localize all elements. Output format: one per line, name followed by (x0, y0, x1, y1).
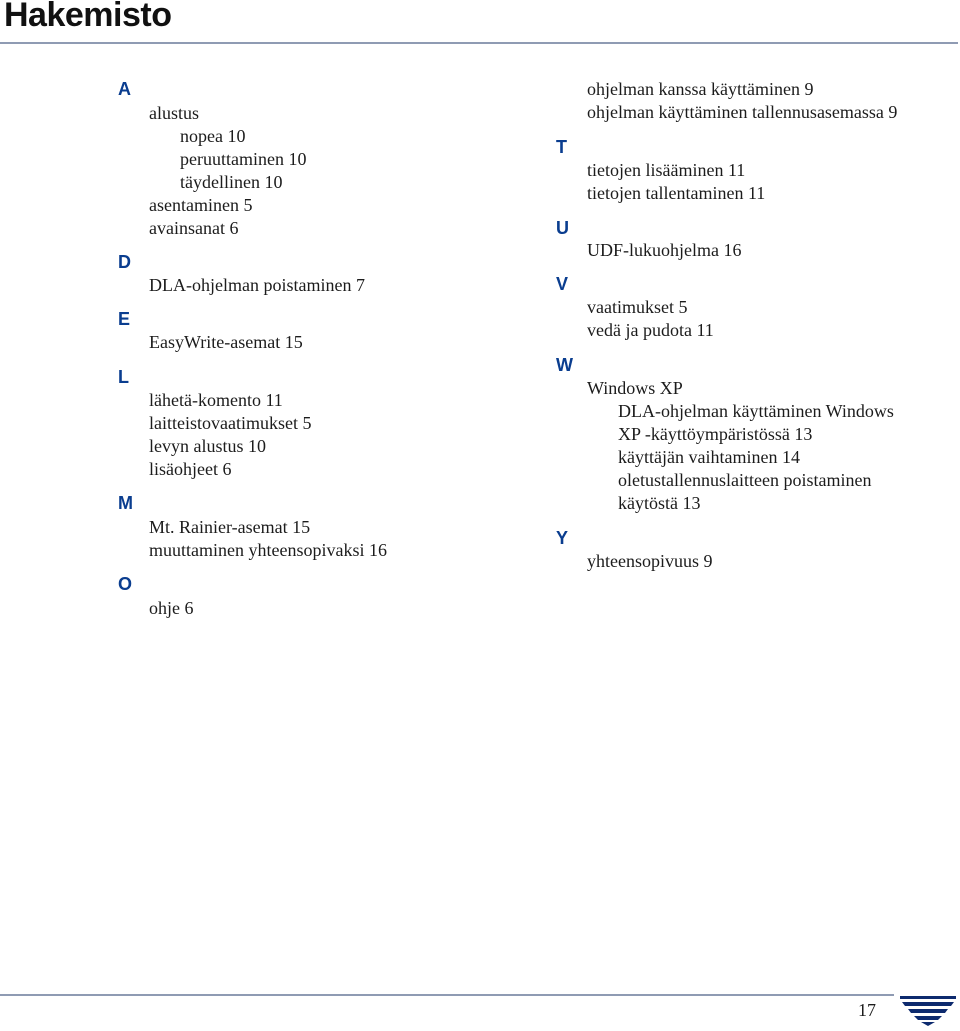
index-letter-y: Y (556, 528, 569, 548)
index-subentry: nopea 10 (180, 126, 246, 146)
index-entry: laitteistovaatimukset 5 (149, 413, 312, 433)
index-letter-t: T (556, 137, 567, 157)
index-subentry: XP -käyttöympäristössä 13 (618, 424, 813, 444)
header-rule (0, 42, 958, 44)
index-letter-e: E (118, 309, 131, 329)
index-subentry: DLA-ohjelman käyttäminen Windows (618, 401, 894, 421)
index-subentry: oletustallennuslaitteen poistaminen (618, 470, 872, 490)
index-subentry: peruuttaminen 10 (180, 149, 307, 169)
index-entry: ohjelman käyttäminen tallennusasemassa 9 (587, 102, 898, 122)
index-entry: DLA-ohjelman poistaminen 7 (149, 275, 365, 295)
index-letter-o: O (118, 574, 133, 594)
index-entry: muuttaminen yhteensopivaksi 16 (149, 540, 387, 560)
index-entry: Windows XP (587, 378, 683, 398)
index-letter-l: L (118, 367, 129, 387)
index-entry: UDF-lukuohjelma 16 (587, 240, 742, 260)
index-entry: ohje 6 (149, 598, 194, 618)
page-title: Hakemisto (4, 0, 172, 34)
index-entry: avainsanat 6 (149, 218, 239, 238)
page-number: 17 (858, 1000, 876, 1020)
index-letter-u: U (556, 218, 569, 238)
index-letter-a: A (118, 79, 131, 99)
brand-logo-icon (900, 996, 956, 1031)
index-entry: tietojen lisääminen 11 (587, 160, 746, 180)
index-letter-v: V (556, 274, 569, 294)
index-entry: ohjelman kanssa käyttäminen 9 (587, 79, 814, 99)
index-entry: levyn alustus 10 (149, 436, 266, 456)
index-entry: vaatimukset 5 (587, 297, 688, 317)
index-letter-m: M (118, 493, 133, 513)
index-entry: lähetä-komento 11 (149, 390, 283, 410)
index-entry: asentaminen 5 (149, 195, 253, 215)
index-entry: alustus (149, 103, 200, 123)
index-letter-w: W (556, 355, 573, 375)
index-letter-d: D (118, 252, 131, 272)
index-subentry: täydellinen 10 (180, 172, 283, 192)
index-entry: vedä ja pudota 11 (587, 320, 714, 340)
index-entry: yhteensopivuus 9 (587, 551, 713, 571)
index-subentry: käyttäjän vaihtaminen 14 (618, 447, 800, 467)
index-entry: tietojen tallentaminen 11 (587, 183, 766, 203)
index-entry: lisäohjeet 6 (149, 459, 232, 479)
index-entry: EasyWrite-asemat 15 (149, 332, 303, 352)
index-entry: Mt. Rainier-asemat 15 (149, 517, 311, 537)
index-subentry: käytöstä 13 (618, 493, 701, 513)
footer-rule (0, 994, 894, 996)
